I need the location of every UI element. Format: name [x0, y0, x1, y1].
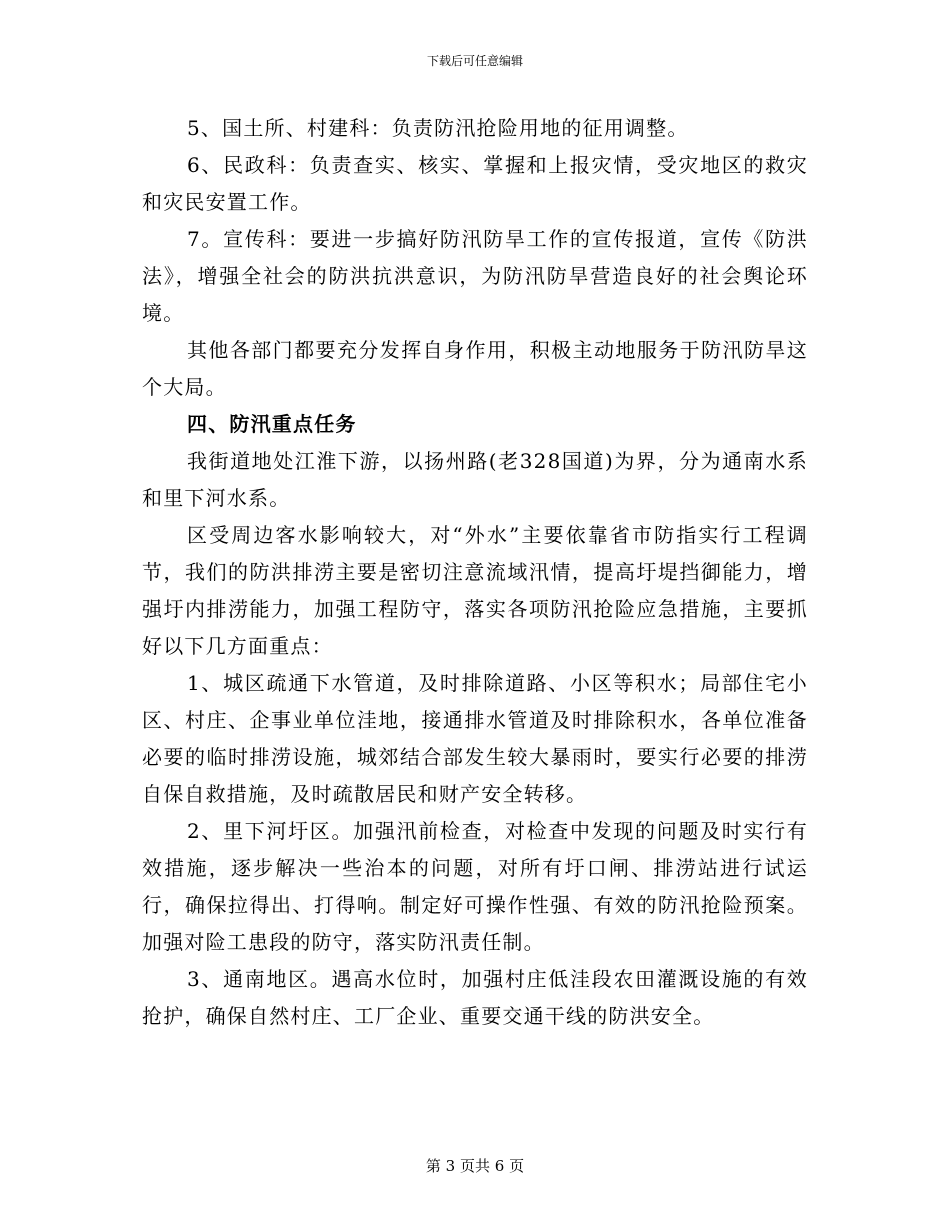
- paragraph-item-7: 7。宣传科：要进一步搞好防汛防旱工作的宣传报道，宣传《防洪法》，增强全社会的防洪抗洪意识，为防汛防旱营造良好的社会舆论环境。: [142, 227, 808, 325]
- page-header: 下载后可任意编辑: [426, 54, 523, 68]
- paragraph-task-3: 3、通南地区。遇高水位时，加强村庄低洼段农田灌溉设施的有效抢护，确保自然村庄、工厂企业、重要交通干线的防洪安全。: [142, 967, 808, 1028]
- section-heading: 四、防汛重点任务: [187, 412, 357, 436]
- paragraph-task-1: 1、城区疏通下水管道，及时排除道路、小区等积水；局部住宅小区、村庄、企事业单位洼地，接通排水管道及时排除积水，各单位准备必要的临时排涝设施，城郊结合部发生较大暴雨时，要实行必要的排涝自保自救措施，及时疏散居民和财产安全转移。: [142, 671, 808, 806]
- document-body: [142, 110, 808, 1035]
- paragraph-item-5: 5、国土所、村建科：负责防汛抢险用地的征用调整。: [187, 116, 689, 140]
- paragraph-item-6: 6、民政科：负责查实、核实、掌握和上报灾情，受灾地区的救灾和灾民安置工作。: [142, 153, 808, 214]
- paragraph-other-departments: 其他各部门都要充分发挥自身作用，积极主动地服务于防汛防旱这个大局。: [142, 338, 808, 399]
- paragraph-overview: 区受周边客水影响较大，对“外水”主要依靠省市防指实行工程调节，我们的防洪排涝主要是密切注意流域汛情，提高圩堤挡御能力，增强圩内排涝能力，加强工程防守，落实各项防汛抢险应急措施，主要抓好以下几方面重点：: [142, 523, 808, 658]
- paragraph-task-2: 2、里下河圩区。加强汛前检查，对检查中发现的问题及时实行有效措施，逐步解决一些治本的问题，对所有圩口闸、排涝站进行试运行，确保拉得出、打得响。制定好可操作性强、有效的防汛抢险预案。加强对险工患段的防守，落实防汛责任制。: [142, 819, 808, 954]
- paragraph-location: 我街道地处江淮下游，以扬州路(老328国道)为界，分为通南水系和里下河水系。: [142, 449, 808, 510]
- page-number: 第 3 页共 6 页: [425, 1157, 525, 1175]
